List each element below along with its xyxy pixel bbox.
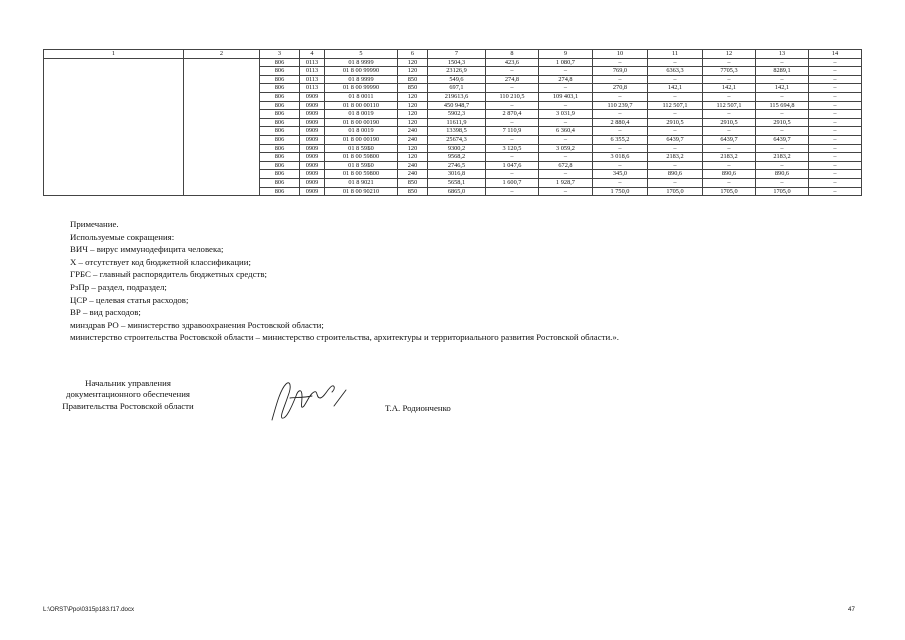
table-cell: 6865,0	[428, 187, 486, 196]
table-cell: –	[539, 84, 593, 93]
budget-table	[43, 49, 862, 196]
table-cell: 01 8 59Б0	[325, 144, 398, 153]
table-cell: 01 8 00 00190	[325, 135, 398, 144]
table-cell: –	[539, 153, 593, 162]
table-cell: 5902,3	[428, 110, 486, 119]
table-cell: 3 018,6	[593, 153, 648, 162]
table-cell: 9568,2	[428, 153, 486, 162]
table-cell: 806	[260, 153, 300, 162]
note-line: Используемые сокращения:	[70, 231, 175, 242]
table-cell: 0909	[300, 118, 325, 127]
table-cell: –	[703, 92, 756, 101]
table-cell: 0909	[300, 153, 325, 162]
table-cell: 2910,5	[703, 118, 756, 127]
column-number-cell: 3	[260, 50, 300, 59]
table-cell: 2183,2	[756, 153, 809, 162]
note-line: ЦСР – целевая статья расходов;	[70, 294, 189, 305]
table-cell: –	[539, 67, 593, 76]
table-cell: 3 031,9	[539, 110, 593, 119]
table-cell: 672,8	[539, 161, 593, 170]
table-cell: –	[809, 67, 862, 76]
table-cell: 9300,2	[428, 144, 486, 153]
table-cell: 1 928,7	[539, 178, 593, 187]
table-cell: 0909	[300, 187, 325, 196]
table-cell	[44, 58, 184, 196]
footer-page-number: 47	[848, 606, 855, 613]
table-cell: 850	[398, 178, 428, 187]
table-cell: 112 507,1	[703, 101, 756, 110]
table-cell: 806	[260, 178, 300, 187]
table-cell: 769,0	[593, 67, 648, 76]
table-cell: 274,8	[539, 75, 593, 84]
table-header-row	[44, 50, 862, 59]
table-cell: 240	[398, 170, 428, 179]
table-cell: –	[593, 127, 648, 136]
table-cell: –	[539, 118, 593, 127]
column-number-cell: 8	[486, 50, 539, 59]
table-cell: –	[648, 161, 703, 170]
column-number-cell: 6	[398, 50, 428, 59]
table-cell: 25674,3	[428, 135, 486, 144]
table-cell: 806	[260, 187, 300, 196]
column-number-cell: 1	[44, 50, 184, 59]
table-cell: 142,1	[648, 84, 703, 93]
table-cell: 0909	[300, 161, 325, 170]
table-cell: –	[756, 58, 809, 67]
table-cell: –	[809, 144, 862, 153]
table-cell: 240	[398, 135, 428, 144]
table-cell: 3 059,2	[539, 144, 593, 153]
table-cell: –	[648, 75, 703, 84]
table-cell: –	[809, 110, 862, 119]
table-cell: 8289,1	[756, 67, 809, 76]
table-cell: 0909	[300, 110, 325, 119]
table-cell: –	[809, 58, 862, 67]
table-cell: 109 403,1	[539, 92, 593, 101]
table-cell: –	[703, 110, 756, 119]
note-line: ВИЧ – вирус иммунодефицита человека;	[70, 244, 224, 255]
table-cell: 7 110,9	[486, 127, 539, 136]
table-cell: 01 8 9999	[325, 75, 398, 84]
table-cell: 850	[398, 187, 428, 196]
table-cell: 1705,0	[703, 187, 756, 196]
table-cell: –	[756, 144, 809, 153]
table-cell: 0909	[300, 92, 325, 101]
table-cell: –	[756, 161, 809, 170]
table-cell: 7705,3	[703, 67, 756, 76]
table-cell: 0909	[300, 135, 325, 144]
table-cell: 219613,6	[428, 92, 486, 101]
table-cell: –	[486, 84, 539, 93]
table-cell: 01 8 59Б0	[325, 161, 398, 170]
table-cell: 1705,0	[648, 187, 703, 196]
notes-block	[70, 218, 619, 344]
table-cell: 6 355,2	[593, 135, 648, 144]
table-cell: 01 8 00 59800	[325, 170, 398, 179]
table-cell: 0909	[300, 127, 325, 136]
table-cell: 806	[260, 170, 300, 179]
table-cell: 01 8 00 99990	[325, 84, 398, 93]
table-cell: 0909	[300, 101, 325, 110]
column-number-cell: 10	[593, 50, 648, 59]
table-cell: –	[648, 58, 703, 67]
table-cell: 120	[398, 144, 428, 153]
table-cell: 120	[398, 118, 428, 127]
table-cell: 806	[260, 84, 300, 93]
table-cell: 142,1	[756, 84, 809, 93]
table-cell: 806	[260, 67, 300, 76]
table-cell	[184, 58, 260, 196]
table-cell: 0113	[300, 84, 325, 93]
table-cell: 806	[260, 58, 300, 67]
table-cell: 01 8 00 00190	[325, 118, 398, 127]
table-cell: 01 8 9021	[325, 178, 398, 187]
table-cell: 0113	[300, 58, 325, 67]
signatory-position-line: Начальник управления	[85, 378, 171, 388]
table-cell: 890,6	[703, 170, 756, 179]
table-cell: 890,6	[648, 170, 703, 179]
table-cell: 01 8 00 90210	[325, 187, 398, 196]
table-cell: 01 8 00 00110	[325, 101, 398, 110]
table-cell: –	[648, 92, 703, 101]
column-number-cell: 4	[300, 50, 325, 59]
footer-file-path: L:\ORST\Ppo\0315p183.f17.docx	[43, 606, 135, 613]
table-cell: 1504,3	[428, 58, 486, 67]
table-cell: –	[486, 170, 539, 179]
table-cell: 2 870,4	[486, 110, 539, 119]
table-cell: 274,8	[486, 75, 539, 84]
table-cell: –	[809, 75, 862, 84]
table-cell: –	[809, 135, 862, 144]
table-cell: –	[486, 187, 539, 196]
table-cell: 1 600,7	[486, 178, 539, 187]
table-cell: 1 750,0	[593, 187, 648, 196]
table-cell: –	[539, 170, 593, 179]
table-cell: –	[809, 127, 862, 136]
notes-title: Примечание.	[70, 219, 119, 229]
table-cell: –	[539, 101, 593, 110]
table-cell: 120	[398, 153, 428, 162]
table-cell: –	[648, 144, 703, 153]
table-cell: 345,0	[593, 170, 648, 179]
table-cell: 240	[398, 161, 428, 170]
table-cell: 115 694,8	[756, 101, 809, 110]
table-cell: –	[703, 127, 756, 136]
signatory-position-line: Правительства Ростовской области	[62, 400, 194, 411]
table-cell: –	[593, 178, 648, 187]
table-cell: –	[809, 178, 862, 187]
table-cell: –	[809, 118, 862, 127]
note-line: Х – отсутствует код бюджетной классификации;	[70, 256, 251, 267]
table-cell: –	[648, 110, 703, 119]
table-cell: 2910,5	[648, 118, 703, 127]
signatory-position-line: документационного обеспечения	[66, 389, 190, 400]
table-cell: 110 239,7	[593, 101, 648, 110]
table-cell: 697,1	[428, 84, 486, 93]
table-cell: 5658,1	[428, 178, 486, 187]
table-cell: 806	[260, 135, 300, 144]
note-line: РзПр – раздел, подраздел;	[70, 281, 167, 292]
table-cell: 0909	[300, 178, 325, 187]
table-cell: 806	[260, 118, 300, 127]
table-cell: 0113	[300, 67, 325, 76]
table-cell: 01 8 0019	[325, 110, 398, 119]
table-cell: 6439,7	[648, 135, 703, 144]
table-cell: 6439,7	[703, 135, 756, 144]
table-cell: 6 360,4	[539, 127, 593, 136]
table-cell: 120	[398, 58, 428, 67]
table-cell: –	[703, 178, 756, 187]
table-cell: –	[756, 127, 809, 136]
table-cell: 1 047,6	[486, 161, 539, 170]
table-cell: –	[486, 101, 539, 110]
table-cell: –	[539, 187, 593, 196]
table-cell: 110 210,5	[486, 92, 539, 101]
note-line: министерство строительства Ростовской области – министерство строительства, архитектуры и территориального развития Ростовской области.».	[70, 332, 619, 343]
table-cell: –	[703, 75, 756, 84]
table-cell: –	[593, 92, 648, 101]
table-cell: 240	[398, 127, 428, 136]
column-number-cell: 2	[184, 50, 260, 59]
table-cell: –	[486, 118, 539, 127]
table-cell: –	[809, 92, 862, 101]
table-cell: 2746,5	[428, 161, 486, 170]
table-cell: 1705,0	[756, 187, 809, 196]
table-cell: 3016,8	[428, 170, 486, 179]
signatory-name: Т.А. Родионченко	[385, 403, 451, 413]
table-cell: 806	[260, 161, 300, 170]
table-cell: 01 8 00 59800	[325, 153, 398, 162]
note-line: ГРБС – главный распорядитель бюджетных средств;	[70, 269, 267, 280]
table-cell: –	[809, 101, 862, 110]
table-cell: 423,6	[486, 58, 539, 67]
table-cell: 0909	[300, 170, 325, 179]
table-cell: 112 507,1	[648, 101, 703, 110]
table-cell: –	[703, 58, 756, 67]
table-cell: 850	[398, 75, 428, 84]
table-cell: 01 8 9999	[325, 58, 398, 67]
table-cell: 01 8 00 99990	[325, 67, 398, 76]
table-cell: –	[593, 144, 648, 153]
column-number-cell: 5	[325, 50, 398, 59]
table-cell: –	[486, 135, 539, 144]
table-cell: 806	[260, 101, 300, 110]
table-cell: 6439,7	[756, 135, 809, 144]
table-cell: –	[648, 178, 703, 187]
table-cell: 806	[260, 144, 300, 153]
column-number-cell: 12	[703, 50, 756, 59]
table-cell: –	[809, 153, 862, 162]
column-number-cell: 9	[539, 50, 593, 59]
table-cell: –	[703, 161, 756, 170]
table-cell: 3 120,5	[486, 144, 539, 153]
table-cell: 270,8	[593, 84, 648, 93]
column-number-cell: 13	[756, 50, 809, 59]
table-cell: 23126,9	[428, 67, 486, 76]
table-cell: 806	[260, 110, 300, 119]
table-cell: 2 880,4	[593, 118, 648, 127]
table-cell: 142,1	[703, 84, 756, 93]
column-number-cell: 7	[428, 50, 486, 59]
table-cell: 01 8 0011	[325, 92, 398, 101]
table-cell: –	[539, 135, 593, 144]
signatory-position	[38, 378, 218, 412]
handwritten-signature	[262, 376, 352, 428]
table-cell: 806	[260, 127, 300, 136]
table-cell: –	[486, 67, 539, 76]
table-cell: –	[593, 161, 648, 170]
table-cell: –	[593, 110, 648, 119]
table-cell: 6363,3	[648, 67, 703, 76]
table-cell: –	[486, 153, 539, 162]
table-cell: 13398,5	[428, 127, 486, 136]
table-cell: 450 948,7	[428, 101, 486, 110]
table-cell: –	[756, 92, 809, 101]
table-cell: –	[809, 161, 862, 170]
table-cell: –	[703, 144, 756, 153]
table-cell: –	[756, 178, 809, 187]
column-number-cell: 14	[809, 50, 862, 59]
table-cell: –	[593, 75, 648, 84]
table-cell: –	[756, 110, 809, 119]
table-cell: 120	[398, 101, 428, 110]
table-cell: 1 080,7	[539, 58, 593, 67]
table-cell: 0113	[300, 75, 325, 84]
table-cell: 120	[398, 110, 428, 119]
note-line: минздрав РО – министерство здравоохранения Ростовской области;	[70, 319, 324, 330]
table-cell: 2183,2	[703, 153, 756, 162]
table-cell: –	[593, 58, 648, 67]
table-cell: –	[809, 170, 862, 179]
table-cell: 806	[260, 92, 300, 101]
column-number-cell: 11	[648, 50, 703, 59]
table-cell: 806	[260, 75, 300, 84]
table-cell: 850	[398, 84, 428, 93]
table-cell: 0909	[300, 144, 325, 153]
table-cell: –	[756, 75, 809, 84]
table-cell: 549,6	[428, 75, 486, 84]
note-line: ВР – вид расходов;	[70, 307, 141, 318]
table-cell: –	[809, 84, 862, 93]
table-cell: 890,6	[756, 170, 809, 179]
table-cell: 120	[398, 92, 428, 101]
table-cell: 2910,5	[756, 118, 809, 127]
table-cell: 11611,9	[428, 118, 486, 127]
table-row	[44, 58, 862, 67]
table-cell: 01 8 0019	[325, 127, 398, 136]
table-cell: 2183,2	[648, 153, 703, 162]
table-cell: –	[809, 187, 862, 196]
table-cell: 120	[398, 67, 428, 76]
table-cell: –	[648, 127, 703, 136]
